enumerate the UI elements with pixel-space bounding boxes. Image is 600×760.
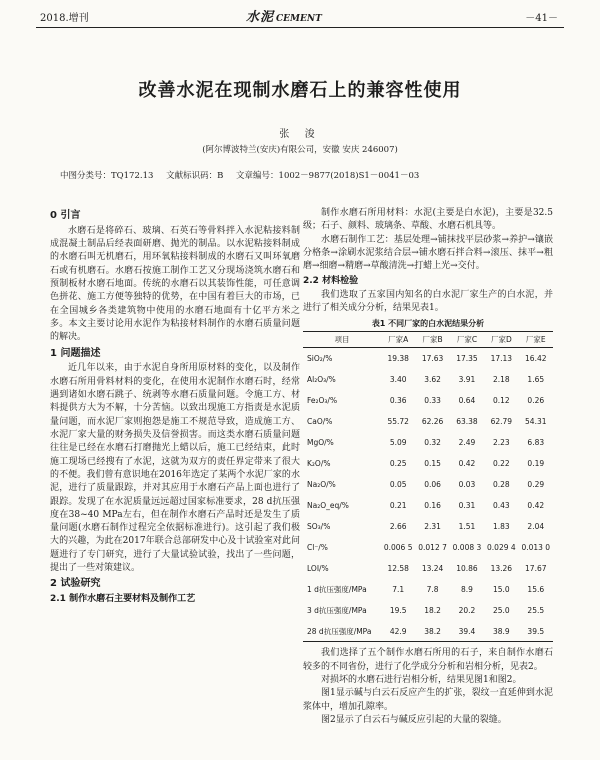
table-cell: 25.5 xyxy=(527,605,545,615)
table-row-label: CaO/% xyxy=(307,416,333,426)
table-row xyxy=(303,579,553,600)
article-metadata xyxy=(60,170,429,183)
table-row-label: Fe₂O₃/% xyxy=(307,395,338,405)
table-cell: 0.43 xyxy=(493,500,510,510)
table-cell: 0.21 xyxy=(389,500,407,510)
journal-logo xyxy=(246,8,322,27)
table-cell: 0.42 xyxy=(458,458,476,468)
table-row xyxy=(303,390,553,411)
table-cell: 0.012 7 xyxy=(418,542,447,552)
table-cell: 10.86 xyxy=(456,563,478,573)
subsection-heading-testing: 2.2 材料检验 xyxy=(303,275,359,286)
right-column xyxy=(303,207,553,727)
table-cell: 0.32 xyxy=(424,437,441,447)
table-cell: 17.13 xyxy=(490,354,513,364)
table-cell: 5.09 xyxy=(389,437,407,447)
table-cell: 2.23 xyxy=(493,437,510,447)
table-row xyxy=(303,432,553,453)
table-cell: 3.40 xyxy=(389,374,407,384)
table-row xyxy=(303,411,553,432)
table-cell: 0.31 xyxy=(458,500,476,510)
table-cell: 63.38 xyxy=(456,416,478,426)
table-cell: 38.9 xyxy=(484,621,518,642)
intro-paragraph: 水磨石是将碎石、玻璃、石英石等骨料拌入水泥粘接料制成混凝土制品后经表面研磨、抛光的制品。以水泥粘接料制成的水磨石叫无机磨石，用环氧粘接料制成的水磨石又叫环氧磨石或有机磨石。水磨石按施工制作工艺又分现场浇筑水磨石和预制板材水磨石地面。传统的水磨石以其装饰性能，可任意调色拼花、施工方便等独特的优势，在中国有着巨大的市场，已在全国城乡各类建筑物中使用的水磨石地面有十亿平方米之多。本文主要讨论用水泥作为粘接材料制作的水磨石质量问题的解决。 xyxy=(50,225,300,343)
left-column xyxy=(50,207,300,608)
table-cell: 0.013 0 xyxy=(521,542,551,552)
table-cell: 2.04 xyxy=(527,521,545,531)
table-cell: 55.72 xyxy=(387,416,409,426)
table-header-cell: 厂家E xyxy=(519,332,553,348)
table-row-label: K₂O/% xyxy=(307,458,331,468)
table-row xyxy=(303,537,553,558)
subsection-heading-materials: 2.1 制作水磨石主要材料及制作工艺 xyxy=(50,594,196,605)
table-cell: 15.6 xyxy=(527,584,545,594)
table-cell: 2.66 xyxy=(389,521,407,531)
table-row-label: SO₃/% xyxy=(307,521,331,531)
page-header xyxy=(36,8,564,28)
document-code: 文献标识码：B xyxy=(166,171,224,181)
article-number: 文章编号：1002－9877(2018)S1－0041－03 xyxy=(236,171,420,181)
figure1-paragraph: 图1显示碱与白云石反应产生的扩张，裂纹一直延伸到水泥浆体中，增加孔隙率。 xyxy=(303,688,553,712)
table-cell: 39.4 xyxy=(450,621,484,642)
table-cell: 13.26 xyxy=(490,563,513,573)
table-cell: 38.2 xyxy=(415,621,449,642)
table-row-label: Na₂O/% xyxy=(307,479,336,489)
table-row-label: LOI/% xyxy=(307,563,329,573)
table-caption: 表1 不同厂家的白水泥结果分析 xyxy=(371,318,485,328)
section-heading-problem: 1 问题描述 xyxy=(50,347,101,359)
table-cell: 42.9 xyxy=(381,621,415,642)
table-header-cell: 项目 xyxy=(303,332,381,348)
table-header-cell: 厂家D xyxy=(484,332,518,348)
table-row xyxy=(303,369,553,390)
table-cell: 2.18 xyxy=(493,374,510,384)
table-cell: 0.008 3 xyxy=(452,542,482,552)
table-cell: 0.19 xyxy=(527,458,545,468)
table-cell: 0.006 5 xyxy=(383,542,413,552)
table-cell: 7.8 xyxy=(426,584,439,594)
table-row xyxy=(303,516,553,537)
table-cell: 20.2 xyxy=(458,605,476,615)
figure2-paragraph: 图2显示了白云石与碱反应引起的大量的裂缝。 xyxy=(321,714,507,725)
table-cell: 0.22 xyxy=(493,458,510,468)
issue-label: 2018.增刊 xyxy=(40,13,89,24)
table-cell: 1.83 xyxy=(493,521,510,531)
table-cell: 0.029 4 xyxy=(487,542,516,552)
table-cell: 0.28 xyxy=(493,479,510,489)
table-row xyxy=(303,558,553,579)
table-header-cell: 厂家C xyxy=(450,332,484,348)
table-cell: 17.67 xyxy=(525,563,547,573)
table-cell: 2.49 xyxy=(458,437,476,447)
table-cell: 0.06 xyxy=(424,479,441,489)
table-row-label: Na₂O_eq/% xyxy=(307,500,349,510)
author-affiliation: (阿尔博波特兰(安庆)有限公司，安徽 安庆 246007) xyxy=(202,145,398,155)
section-heading-study: 2 试验研究 xyxy=(50,578,101,590)
table-cell: 0.33 xyxy=(424,395,441,405)
table-cell: 0.64 xyxy=(458,395,476,405)
materials-paragraph: 制作水磨石所用材料：水泥(主要是白水泥)，主要是32.5级；石子、颜料、玻璃条、草酸、水磨石机具等。 xyxy=(303,208,553,232)
table-cell: 54.31 xyxy=(525,416,547,426)
journal-name-en: CEMENT xyxy=(276,14,322,24)
table-cell: 6.83 xyxy=(527,437,545,447)
table-cell: 62.79 xyxy=(490,416,513,426)
table-cell: 19.38 xyxy=(387,354,409,364)
table-cell: 18.2 xyxy=(424,605,441,615)
table-cell: 2.31 xyxy=(424,521,441,531)
table-row xyxy=(303,453,553,474)
clc-number: 中图分类号：TQ172.13 xyxy=(60,171,154,181)
table-cell: 0.03 xyxy=(458,479,476,489)
table-cell: 0.12 xyxy=(493,395,510,405)
article-title: 改善水泥在现制水磨石上的兼容性使用 xyxy=(138,80,462,101)
table-row-label: SiO₂/% xyxy=(307,354,333,364)
table-cell: 16.42 xyxy=(525,354,547,364)
table-cell: 0.16 xyxy=(424,500,441,510)
table-cell: 13.24 xyxy=(421,563,444,573)
table-cell: 0.15 xyxy=(424,458,441,468)
table-cell: 1.65 xyxy=(527,374,545,384)
article-author: 张 浚 xyxy=(279,129,321,140)
aggregate-paragraph: 我们选择了五个制作水磨石所用的石子，来自制作水磨石较多的不同省份，进行了化学成分分析和岩相分析，见表2。 xyxy=(303,648,553,672)
process-paragraph: 水磨石制作工艺：基层处理→铺抹找平层砂浆→养护→镶嵌分格条→涂刷水泥浆结合层→铺水磨石拌合料→滚压、抹平→粗磨→细磨→精磨→草酸清洗→打蜡上光→交付。 xyxy=(303,234,553,272)
table-row-label: Cl⁻/% xyxy=(307,542,328,552)
table-row xyxy=(303,600,553,621)
table-cell: 17.63 xyxy=(421,354,444,364)
table-cell: 7.1 xyxy=(392,584,405,594)
table-cell: 3.91 xyxy=(458,374,476,384)
section-heading-intro: 0 引言 xyxy=(50,210,81,221)
table-row-label: 28 d抗压强度/MPa xyxy=(303,621,381,642)
table-row xyxy=(303,474,553,495)
table-cell: 8.9 xyxy=(460,584,473,594)
white-cement-table xyxy=(303,331,553,642)
table-cell: 0.36 xyxy=(389,395,407,405)
table-cell: 0.26 xyxy=(527,395,545,405)
table-cell: 39.5 xyxy=(519,621,553,642)
table-row-label: MgO/% xyxy=(307,437,334,447)
table-cell: 0.42 xyxy=(527,500,545,510)
petrography-paragraph: 对损坏的水磨石进行岩相分析，结果见图1和图2。 xyxy=(321,675,522,686)
table-cell: 3.62 xyxy=(424,374,441,384)
table-cell: 0.05 xyxy=(389,479,407,489)
testing-paragraph: 我们选取了五家国内知名的白水泥厂家生产的白水泥，并进行了相关成分分析，结果见表1。 xyxy=(303,289,553,314)
table-cell: 25.0 xyxy=(493,605,510,615)
problem-paragraph: 近几年以来，由于水泥自身所用原材料的变化，以及制作水磨石所用骨料材料的变化，在使用水泥制作水磨石时，经常遇到诸如水磨石跳子、统剥等水磨石质量问题。令施工方、材料提供方大为不解，十分苦恼。以致出现施工方指责是水泥质量问题，而水泥厂家则抱怨是施工不规范导致，造成施工方、水泥厂家大量的财务损失及信誉损害。而这类水磨石质量问题往往是已经在水磨石打磨抛光上蜡以后，施工已经结束，此时施工现场已经搜有了水泥，这就为双方的责任界定带来了很大的不便。我们曾有意识地在2016年选定了某两个水泥厂家的水泥，进行了质量跟踪，并对其应用于水磨石产品上面也进行了跟踪。发现了在水泥质量远远超过国家标准要求，28 d抗压强度在38~40 MPa左右，但在制作水磨石产品时还是发生了质量问题(水磨石制作过程完全依据标准进行)。这引起了我们极大的兴趣，为此在2017年联合总部研发中心及十试验室对此问题进行了专门研究，进行了大量试验试验，找出了一些问题，提出了一些对策建议。 xyxy=(50,363,300,574)
table-cell: 0.29 xyxy=(527,479,545,489)
table-header-row xyxy=(303,332,553,348)
table-row xyxy=(303,621,553,642)
table-cell: 62.26 xyxy=(421,416,444,426)
table-row-label: 1 d抗压强度/MPa xyxy=(307,584,367,594)
table-row xyxy=(303,495,553,516)
table-header-cell: 厂家B xyxy=(415,332,449,348)
table-cell: 12.58 xyxy=(387,563,409,573)
table-row-label: Al₂O₃/% xyxy=(307,374,336,384)
table-cell: 0.25 xyxy=(389,458,407,468)
table-header-cell: 厂家A xyxy=(381,332,415,348)
table-cell: 17.35 xyxy=(456,354,478,364)
journal-name-cn: 水泥 xyxy=(246,10,275,25)
table-cell: 19.5 xyxy=(389,605,407,615)
table-cell: 1.51 xyxy=(458,521,476,531)
table-cell: 15.0 xyxy=(493,584,510,594)
table-row-label: 3 d抗压强度/MPa xyxy=(307,605,367,615)
table-row xyxy=(303,348,553,369)
page-number: －41－ xyxy=(525,13,558,24)
